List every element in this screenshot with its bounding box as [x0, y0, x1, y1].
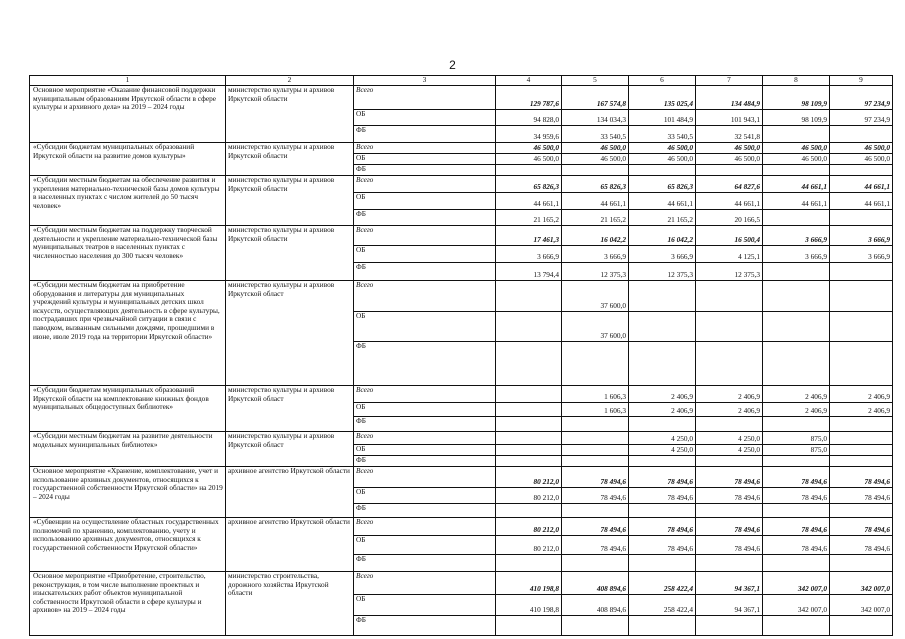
funding-source-label: ОБ: [354, 536, 496, 555]
funding-source-label: ФБ: [354, 616, 496, 636]
column-number: 7: [696, 76, 763, 86]
amount-cell: [562, 165, 629, 176]
amount-cell: [696, 312, 763, 342]
funding-source-label: ОБ: [354, 246, 496, 263]
amount-cell: [629, 555, 696, 572]
amount-cell: 94 367,1: [696, 572, 763, 595]
amount-cell: 78 494,6: [830, 536, 893, 555]
responsible-executor: архивное агентство Иркутской области: [226, 467, 354, 518]
amount-cell: 44 661,1: [830, 176, 893, 193]
amount-cell: 34 959,6: [496, 126, 562, 143]
amount-cell: 94 828,0: [496, 110, 562, 126]
amount-cell: [830, 210, 893, 226]
amount-cell: [830, 616, 893, 636]
table-row-total: [30, 518, 893, 536]
table-row-total: [30, 143, 893, 154]
amount-cell: 37 600,0: [562, 312, 629, 342]
amount-cell: 94 367,1: [696, 595, 763, 616]
amount-cell: 46 500,0: [629, 154, 696, 165]
funding-source-label: Всего: [354, 572, 496, 595]
amount-cell: [562, 616, 629, 636]
amount-cell: [496, 456, 562, 467]
amount-cell: 4 125,1: [696, 246, 763, 263]
amount-cell: [830, 263, 893, 281]
amount-cell: [830, 432, 893, 445]
amount-cell: 12 375,3: [696, 263, 763, 281]
amount-cell: 410 198,8: [496, 572, 562, 595]
amount-cell: 2 406,9: [629, 386, 696, 403]
funding-source-label: ОБ: [354, 312, 496, 342]
amount-cell: [763, 281, 830, 312]
amount-cell: [562, 456, 629, 467]
amount-cell: 78 494,6: [696, 467, 763, 488]
column-number: 1: [30, 76, 226, 86]
amount-cell: 21 165,2: [496, 210, 562, 226]
funding-source-label: ФБ: [354, 417, 496, 432]
amount-cell: [830, 555, 893, 572]
amount-cell: 65 826,3: [496, 176, 562, 193]
amount-cell: [629, 165, 696, 176]
funding-source-label: ОБ: [354, 403, 496, 417]
responsible-executor: министерство строительства, дорожного хозяйства Иркутской области: [226, 572, 354, 636]
funding-source-label: ФБ: [354, 126, 496, 143]
amount-cell: 3 666,9: [629, 246, 696, 263]
amount-cell: [562, 432, 629, 445]
amount-cell: 78 494,6: [629, 488, 696, 504]
amount-cell: [496, 312, 562, 342]
amount-cell: 1 606,3: [562, 403, 629, 417]
funding-source-label: ФБ: [354, 555, 496, 572]
responsible-executor: министерство культуры и архивов Иркутской област: [226, 386, 354, 432]
amount-cell: [696, 281, 763, 312]
amount-cell: 78 494,6: [562, 518, 629, 536]
table-row-total: [30, 86, 893, 110]
funding-source-label: ОБ: [354, 488, 496, 504]
amount-cell: 129 787,6: [496, 86, 562, 110]
amount-cell: 875,0: [763, 445, 830, 456]
amount-cell: 21 165,2: [629, 210, 696, 226]
table-row-total: [30, 467, 893, 488]
column-number: 5: [562, 76, 629, 86]
responsible-executor: министерство культуры и архивов Иркутской области: [226, 143, 354, 176]
amount-cell: 342 007,0: [830, 595, 893, 616]
funding-source-label: ФБ: [354, 456, 496, 467]
table-row-total: [30, 572, 893, 595]
measure-description: «Субсидии местным бюджетам на поддержку творческой деятельности и укрепление материально-технической базы муниципальных театров в населенных пунктах с численностью населения до 300 тысяч человек»: [30, 226, 226, 281]
amount-cell: [696, 616, 763, 636]
amount-cell: 3 666,9: [830, 246, 893, 263]
amount-cell: [830, 504, 893, 518]
amount-cell: [830, 126, 893, 143]
measure-description: Основное мероприятие «Хранение, комплектование, учет и использование архивных документов, относящихся к государственной собственности Иркутской области» на 2019 – 2024 годы: [30, 467, 226, 518]
amount-cell: [763, 417, 830, 432]
amount-cell: 33 540,5: [562, 126, 629, 143]
amount-cell: 410 198,8: [496, 595, 562, 616]
amount-cell: 46 500,0: [830, 154, 893, 165]
funding-source-label: Всего: [354, 281, 496, 312]
amount-cell: [496, 386, 562, 403]
amount-cell: 46 500,0: [696, 143, 763, 154]
table-row-total: [30, 281, 893, 312]
amount-cell: 3 666,9: [562, 246, 629, 263]
amount-cell: [696, 165, 763, 176]
amount-cell: [763, 616, 830, 636]
amount-cell: 78 494,6: [830, 518, 893, 536]
amount-cell: 2 406,9: [629, 403, 696, 417]
amount-cell: 408 894,6: [562, 595, 629, 616]
amount-cell: 80 212,0: [496, 536, 562, 555]
amount-cell: 37 600,0: [562, 281, 629, 312]
amount-cell: 135 025,4: [629, 86, 696, 110]
amount-cell: 258 422,4: [629, 572, 696, 595]
funding-source-label: Всего: [354, 143, 496, 154]
column-number: 2: [226, 76, 354, 86]
amount-cell: 32 541,8: [696, 126, 763, 143]
funding-source-label: Всего: [354, 86, 496, 110]
page-number: 2: [449, 58, 456, 72]
measure-description: «Субсидии местным бюджетам на обеспечение развития и укрепления материально-технической базы домов культуры в населенных пунктах с числом жителей до 50 тысяч человек»: [30, 176, 226, 226]
amount-cell: [830, 312, 893, 342]
amount-cell: 78 494,6: [696, 536, 763, 555]
amount-cell: 97 234,9: [830, 86, 893, 110]
amount-cell: [696, 504, 763, 518]
amount-cell: 4 250,0: [629, 445, 696, 456]
amount-cell: 16 042,2: [629, 226, 696, 246]
amount-cell: 44 661,1: [763, 176, 830, 193]
amount-cell: [629, 417, 696, 432]
amount-cell: [629, 456, 696, 467]
amount-cell: [763, 263, 830, 281]
amount-cell: 78 494,6: [696, 518, 763, 536]
amount-cell: 78 494,6: [562, 488, 629, 504]
amount-cell: 65 826,3: [629, 176, 696, 193]
table-body: [30, 76, 893, 636]
amount-cell: [763, 126, 830, 143]
amount-cell: 2 406,9: [830, 403, 893, 417]
amount-cell: 78 494,6: [830, 488, 893, 504]
measure-description: «Субсидии местным бюджетам на приобретение оборудования и литературы для муниципальных учреждений культуры и муниципальных детских школ искусств, осуществляющих деятельность в сфере культуры, пострадавших при чрезвычайной ситуации в связи с паводком, вызванным сильными дождями, прошедшими в июне, июле 2019 года на территории Иркутской области»: [30, 281, 226, 386]
amount-cell: 17 461,3: [496, 226, 562, 246]
measure-description: «Субвенции на осуществление областных государственных полномочий по хранению, комплектованию, учету и использованию архивных документов, относящихся к государственной собственности Иркутской области»: [30, 518, 226, 572]
amount-cell: 78 494,6: [629, 536, 696, 555]
amount-cell: 258 422,4: [629, 595, 696, 616]
amount-cell: [562, 445, 629, 456]
table-row-total: [30, 176, 893, 193]
amount-cell: [629, 616, 696, 636]
amount-cell: [562, 504, 629, 518]
amount-cell: 78 494,6: [629, 518, 696, 536]
amount-cell: [763, 555, 830, 572]
amount-cell: 65 826,3: [562, 176, 629, 193]
column-number-row: [30, 76, 893, 86]
funding-source-label: ОБ: [354, 110, 496, 126]
column-number: 6: [629, 76, 696, 86]
amount-cell: [562, 555, 629, 572]
column-number: 3: [354, 76, 496, 86]
amount-cell: [763, 165, 830, 176]
column-number: 9: [830, 76, 893, 86]
responsible-executor: министерство культуры и архивов Иркутской области: [226, 86, 354, 143]
funding-source-label: ОБ: [354, 154, 496, 165]
amount-cell: 16 500,4: [696, 226, 763, 246]
amount-cell: 44 661,1: [562, 193, 629, 210]
amount-cell: 342 007,0: [830, 572, 893, 595]
amount-cell: [696, 555, 763, 572]
amount-cell: [496, 555, 562, 572]
amount-cell: 13 794,4: [496, 263, 562, 281]
amount-cell: 2 406,9: [763, 386, 830, 403]
measure-description: «Субсидии бюджетам муниципальных образований Иркутской области на комплектование книжных фондов муниципальных общедоступных библиотек»: [30, 386, 226, 432]
funding-source-label: ОБ: [354, 445, 496, 456]
amount-cell: [763, 504, 830, 518]
funding-source-label: Всего: [354, 226, 496, 246]
measure-description: «Субсидии бюджетам муниципальных образований Иркутской области на развитие домов культуры»: [30, 143, 226, 176]
amount-cell: [830, 417, 893, 432]
amount-cell: [830, 445, 893, 456]
budget-table: [29, 75, 893, 636]
column-number: 4: [496, 76, 562, 86]
amount-cell: 64 827,6: [696, 176, 763, 193]
amount-cell: 3 666,9: [496, 246, 562, 263]
amount-cell: 2 406,9: [830, 386, 893, 403]
amount-cell: [496, 417, 562, 432]
amount-cell: 4 250,0: [696, 432, 763, 445]
amount-cell: 78 494,6: [629, 467, 696, 488]
amount-cell: [562, 342, 629, 386]
amount-cell: 167 574,8: [562, 86, 629, 110]
amount-cell: 101 943,1: [696, 110, 763, 126]
responsible-executor: министерство культуры и архивов Иркутской област: [226, 281, 354, 386]
measure-description: «Субсидии местным бюджетам на развитие деятельности модельных муниципальных библиотек»: [30, 432, 226, 467]
funding-source-label: ОБ: [354, 193, 496, 210]
table-row-total: [30, 432, 893, 445]
funding-source-label: ФБ: [354, 210, 496, 226]
amount-cell: 21 165,2: [562, 210, 629, 226]
amount-cell: [763, 312, 830, 342]
amount-cell: 78 494,6: [696, 488, 763, 504]
amount-cell: 4 250,0: [629, 432, 696, 445]
amount-cell: 134 484,9: [696, 86, 763, 110]
amount-cell: 80 212,0: [496, 467, 562, 488]
amount-cell: 342 007,0: [763, 572, 830, 595]
amount-cell: 44 661,1: [696, 193, 763, 210]
amount-cell: 78 494,6: [562, 467, 629, 488]
amount-cell: [830, 342, 893, 386]
funding-source-label: Всего: [354, 386, 496, 403]
amount-cell: 20 166,5: [696, 210, 763, 226]
amount-cell: 98 109,9: [763, 110, 830, 126]
amount-cell: 46 500,0: [763, 154, 830, 165]
table-row-total: [30, 226, 893, 246]
amount-cell: [830, 165, 893, 176]
amount-cell: 46 500,0: [696, 154, 763, 165]
funding-source-label: ФБ: [354, 263, 496, 281]
amount-cell: 134 034,3: [562, 110, 629, 126]
amount-cell: 3 666,9: [830, 226, 893, 246]
amount-cell: 46 500,0: [830, 143, 893, 154]
amount-cell: 44 661,1: [496, 193, 562, 210]
amount-cell: 4 250,0: [696, 445, 763, 456]
amount-cell: 46 500,0: [629, 143, 696, 154]
amount-cell: 12 375,3: [629, 263, 696, 281]
responsible-executor: министерство культуры и архивов Иркутской области: [226, 176, 354, 226]
amount-cell: 44 661,1: [763, 193, 830, 210]
funding-source-label: Всего: [354, 176, 496, 193]
amount-cell: [830, 456, 893, 467]
amount-cell: [629, 504, 696, 518]
amount-cell: 78 494,6: [562, 536, 629, 555]
amount-cell: [496, 445, 562, 456]
table-row-total: [30, 386, 893, 403]
amount-cell: [763, 456, 830, 467]
amount-cell: [496, 432, 562, 445]
amount-cell: [629, 281, 696, 312]
amount-cell: 46 500,0: [496, 143, 562, 154]
amount-cell: 46 500,0: [763, 143, 830, 154]
amount-cell: 2 406,9: [763, 403, 830, 417]
amount-cell: 408 894,6: [562, 572, 629, 595]
amount-cell: [496, 403, 562, 417]
amount-cell: 46 500,0: [562, 154, 629, 165]
amount-cell: 16 042,2: [562, 226, 629, 246]
amount-cell: 78 494,6: [763, 467, 830, 488]
amount-cell: 1 606,3: [562, 386, 629, 403]
amount-cell: 101 484,9: [629, 110, 696, 126]
amount-cell: [629, 312, 696, 342]
amount-cell: [496, 165, 562, 176]
amount-cell: [696, 456, 763, 467]
measure-description: Основное мероприятие «Приобретение, строительство, реконструкция, в том числе выполнение проектных и изыскательских работ объектов муниципальной собственности Иркутской области в сфере культуры и архивов» на 2019 – 2024 годы: [30, 572, 226, 636]
amount-cell: 46 500,0: [496, 154, 562, 165]
amount-cell: [696, 342, 763, 386]
amount-cell: 342 007,0: [763, 595, 830, 616]
funding-source-label: Всего: [354, 432, 496, 445]
amount-cell: 78 494,6: [763, 518, 830, 536]
funding-source-label: ФБ: [354, 342, 496, 386]
amount-cell: 97 234,9: [830, 110, 893, 126]
amount-cell: 46 500,0: [562, 143, 629, 154]
column-number: 8: [763, 76, 830, 86]
amount-cell: 78 494,6: [763, 536, 830, 555]
amount-cell: [763, 342, 830, 386]
amount-cell: 2 406,9: [696, 386, 763, 403]
amount-cell: [496, 281, 562, 312]
amount-cell: [696, 417, 763, 432]
amount-cell: [562, 417, 629, 432]
funding-source-label: ФБ: [354, 165, 496, 176]
amount-cell: [763, 210, 830, 226]
funding-source-label: ФБ: [354, 504, 496, 518]
amount-cell: 78 494,6: [830, 467, 893, 488]
funding-source-label: Всего: [354, 467, 496, 488]
amount-cell: 875,0: [763, 432, 830, 445]
responsible-executor: министерство культуры и архивов Иркутской области: [226, 226, 354, 281]
measure-description: Основное мероприятие «Оказание финансовой поддержки муниципальным образованиям Иркутской области в сфере культуры и архивного дела» на 2019 – 2024 годы: [30, 86, 226, 143]
amount-cell: 3 666,9: [763, 226, 830, 246]
amount-cell: 3 666,9: [763, 246, 830, 263]
responsible-executor: архивное агентство Иркутской области: [226, 518, 354, 572]
amount-cell: 80 212,0: [496, 488, 562, 504]
amount-cell: [629, 342, 696, 386]
amount-cell: [496, 504, 562, 518]
amount-cell: 12 375,3: [562, 263, 629, 281]
funding-source-label: Всего: [354, 518, 496, 536]
amount-cell: 2 406,9: [696, 403, 763, 417]
amount-cell: 80 212,0: [496, 518, 562, 536]
amount-cell: [830, 281, 893, 312]
amount-cell: 78 494,6: [763, 488, 830, 504]
amount-cell: [496, 616, 562, 636]
amount-cell: 44 661,1: [830, 193, 893, 210]
responsible-executor: министерство культуры и архивов Иркутской област: [226, 432, 354, 467]
amount-cell: [496, 342, 562, 386]
funding-source-label: ОБ: [354, 595, 496, 616]
amount-cell: 44 661,1: [629, 193, 696, 210]
amount-cell: 98 109,9: [763, 86, 830, 110]
amount-cell: 33 540,5: [629, 126, 696, 143]
